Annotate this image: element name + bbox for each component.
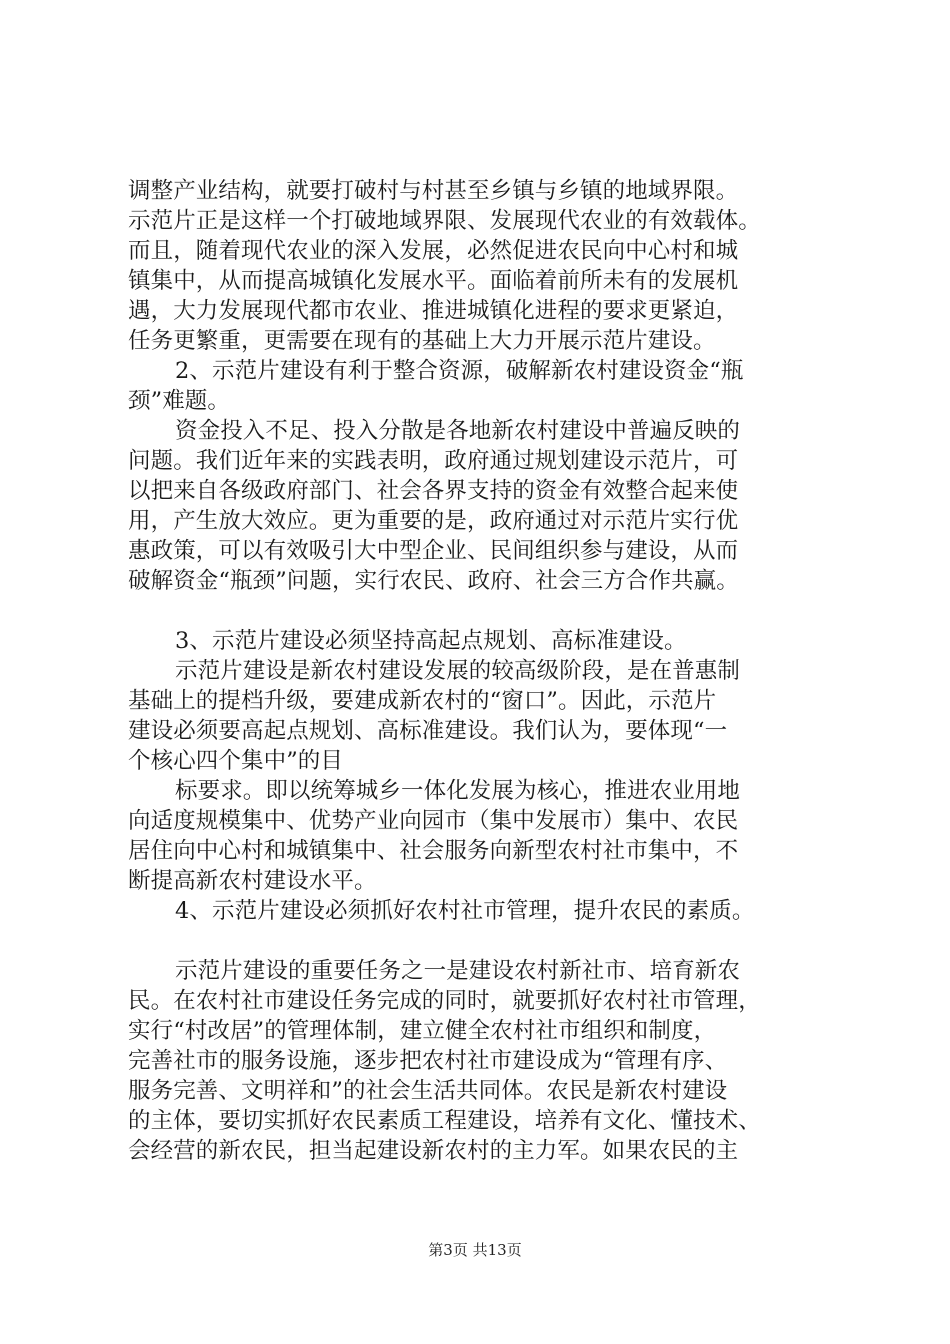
text-line: 建设必须要高起点规划、高标准建设。我们认为，要体现“一 [128, 718, 728, 744]
section-heading-2: 2、示范片建设有利于整合资源，破解新农村建设资金“瓶 [175, 358, 744, 384]
text-line: 用，产生放大效应。更为重要的是，政府通过对示范片实行优 [128, 508, 739, 534]
text-line: 以把来自各级政府部门、社会各界支持的资金有效整合起来使 [128, 478, 739, 504]
text-line: 颈”难题。 [128, 388, 231, 414]
text-line: 资金投入不足、投入分散是各地新农村建设中普遍反映的 [175, 418, 741, 444]
section-heading-4: 4、示范片建设必须抓好农村社市管理，提升农民的素质。 [175, 898, 755, 924]
text-line: 个核心四个集中”的目 [128, 748, 344, 774]
text-line: 居住向中心村和城镇集中、社会服务向新型农村社市集中，不 [128, 838, 739, 864]
text-line: 的主体，要切实抓好农民素质工程建设，培养有文化、懂技术、 [128, 1108, 761, 1134]
text-line: 任务更繁重，更需要在现有的基础上大力开展示范片建设。 [128, 328, 716, 354]
text-line: 镇集中，从而提高城镇化发展水平。面临着前所未有的发展机 [128, 268, 739, 294]
text-line: 实行“村改居”的管理体制，建立健全农村社市组织和制度， [128, 1018, 717, 1044]
text-line: 遇，大力发展现代都市农业、推进城镇化进程的要求更紧迫， [128, 298, 739, 324]
text-line: 断提高新农村建设水平。 [128, 868, 377, 894]
section-heading-3: 3、示范片建设必须坚持高起点规划、高标准建设。 [175, 628, 687, 654]
text-line: 完善社市的服务设施，逐步把农村社市建设成为“管理有序、 [128, 1048, 728, 1074]
text-line: 惠政策，可以有效吸引大中型企业、民间组织参与建设，从而 [128, 538, 739, 564]
text-line: 标要求。即以统筹城乡一体化发展为核心，推进农业用地 [175, 778, 741, 804]
text-line: 示范片正是这样一个打破地域界限、发展现代农业的有效载体。 [128, 208, 761, 234]
text-line: 破解资金“瓶颈”问题，实行农民、政府、社会三方合作共赢。 [128, 568, 739, 594]
text-line: 问题。我们近年来的实践表明，政府通过规划建设示范片，可 [128, 448, 739, 474]
text-line: 示范片建设的重要任务之一是建设农村新社市、培育新农 [175, 958, 741, 984]
text-line: 基础上的提档升级，要建成新农村的“窗口”。因此，示范片 [128, 688, 717, 714]
text-line: 服务完善、文明祥和”的社会生活共同体。农民是新农村建设 [128, 1078, 728, 1104]
page-number-footer: 第3页 共13页 [428, 1241, 522, 1259]
text-line: 而且，随着现代农业的深入发展，必然促进农民向中心村和城 [128, 238, 739, 264]
text-line: 调整产业结构，就要打破村与村甚至乡镇与乡镇的地域界限。 [128, 178, 739, 204]
text-line: 向适度规模集中、优势产业向园市（集中发展市）集中、农民 [128, 808, 739, 834]
text-line: 示范片建设是新农村建设发展的较高级阶段，是在普惠制 [175, 658, 741, 684]
text-line: 会经营的新农民，担当起建设新农村的主力军。如果农民的主 [128, 1138, 739, 1164]
text-line: 民。在农村社市建设任务完成的同时，就要抓好农村社市管理， [128, 988, 761, 1014]
